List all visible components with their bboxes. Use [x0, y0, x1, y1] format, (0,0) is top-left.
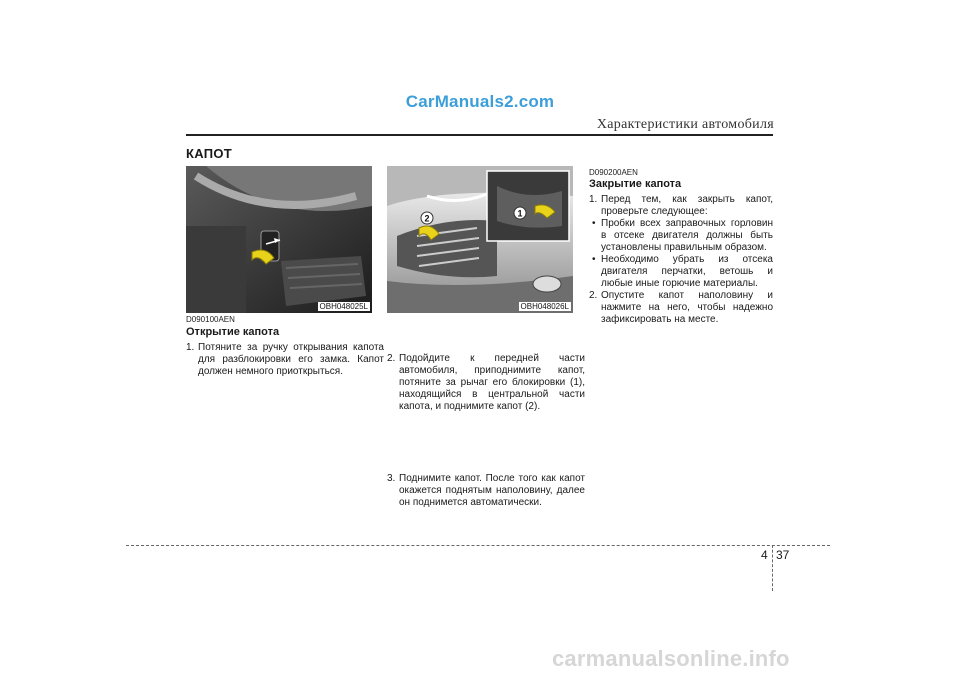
- item-text: Опустите капот наполовину и нажмите на него, чтобы надежно зафиксировать на месте.: [601, 290, 773, 325]
- page-number: 37: [776, 548, 790, 562]
- item-number: 1.: [186, 342, 195, 353]
- footer-vertical-rule: [772, 545, 773, 591]
- list-item: [387, 353, 585, 413]
- callout-2: 2: [424, 213, 430, 224]
- item-text: Перед тем, как закрыть капот, проверьте следующее:: [601, 194, 773, 217]
- item-number: 2.: [387, 353, 396, 364]
- item-text: Подойдите к передней части автомобиля, приподнимите капот, потяните за рычаг его блокировки (1), находящийся в центральной части капота, и поднимите капот (2).: [399, 353, 585, 412]
- list-item: [589, 290, 773, 326]
- chapter-number: 4: [761, 548, 768, 562]
- image-label: OBH048025L: [319, 302, 368, 311]
- watermark-bottom: carmanualsonline.info: [552, 646, 790, 671]
- bullet-icon: •: [592, 218, 596, 229]
- subheading-open: Открытие капота: [186, 326, 280, 338]
- bullet-item: [589, 254, 773, 290]
- item-text: Потяните за ручку открывания капота для разблокировки его замка. Капот должен немного приоткрыться.: [198, 342, 384, 377]
- item-number: 3.: [387, 473, 396, 484]
- subheading-close: Закрытие капота: [589, 178, 682, 190]
- item-number: 2.: [589, 290, 598, 301]
- item-text: Поднимите капот. После того как капот окажется поднятым наполовину, далее он поднимется автоматически.: [399, 473, 585, 508]
- close-list: [589, 194, 773, 326]
- header-rule: [186, 134, 773, 136]
- list-item: [186, 342, 384, 378]
- bullet-item: [589, 218, 773, 254]
- list-item: [387, 473, 585, 509]
- list-item: [589, 194, 773, 218]
- bullet-text: Необходимо убрать из отсека двигателя перчатки, ветошь и любые иные горючие материалы.: [601, 254, 773, 289]
- image-label: OBH048026L: [520, 302, 569, 311]
- header-title: Характеристики автомобиля: [596, 117, 774, 132]
- section-title: КАПОТ: [186, 146, 233, 161]
- footer-rule: [126, 545, 830, 546]
- item-number: 1.: [589, 194, 598, 205]
- bullet-text: Пробки всех заправочных горловин в отсеке двигателя должны быть установлены правильным образом.: [601, 218, 773, 253]
- watermark-top: CarManuals2.com: [405, 92, 555, 111]
- callout-1: 1: [517, 208, 523, 219]
- bullet-icon: •: [592, 254, 596, 265]
- hood-release-photo: [186, 166, 372, 313]
- car-front-photo: [387, 166, 573, 313]
- section-code: D090200AEN: [589, 168, 638, 177]
- section-code: D090100AEN: [186, 315, 235, 324]
